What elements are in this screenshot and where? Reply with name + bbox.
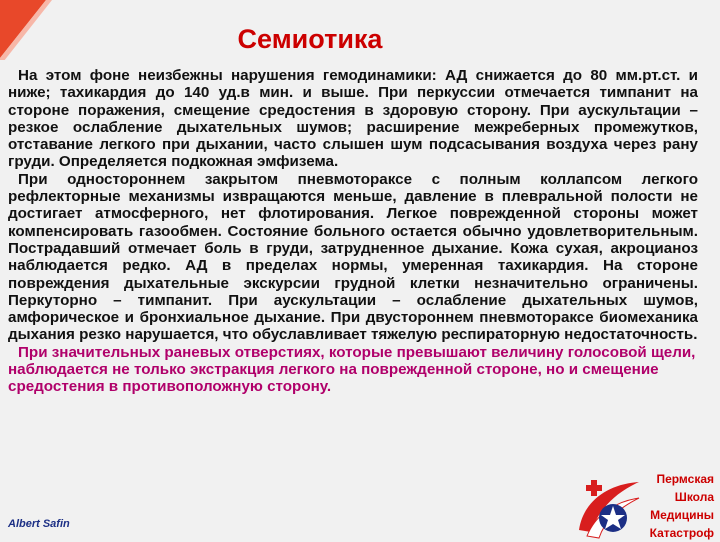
paragraph-2: При одностороннем закрытом пневмотораксе с полным коллапсом легкого рефлекторные механизмы извращаются меньше, давление в плевральной полости не достигает атмосферного, нет флотирования. Легкое поврежденной стороны может компенсировать газообмен. Состояние больного остается обычно удовлетворительным. Пострадавший отмечает боль в груди, затрудненное дыхание. Кожа сухая, акроцианоз наблюдается редко. АД в пределах нормы, умеренная тахикардия. На стороне повреждения дыхательные экскурсии грудной клетки незначительно ограничены. Перкуторно – тимпанит. При аускультации – ослабление дыхательных шумов, амфорическое и бронхиальное дыхание. При двустороннем пневмотораксе биомеханика дыхания резко нарушается, что обуславливает тяжелую респираторную недостаточность. — [8, 170, 698, 344]
author-name: Albert Safin — [8, 518, 70, 530]
org-line: Медицины — [650, 508, 714, 522]
paragraph-3: При значительных раневых отверстиях, которые превышают величину голосовой щели, наблюдается не только экстракция легкого на поврежденной стороне, но и смещение средостения в противоположную сторону. — [8, 343, 696, 396]
org-line: Катастроф — [649, 526, 714, 540]
org-line: Школа — [674, 490, 714, 504]
paragraph-1: На этом фоне неизбежны нарушения гемодинамики: АД снижается до 80 мм.рт.ст. и ниже; тахикардия до 140 уд.в мин. и выше. При перкуссии отмечается тимпанит на стороне поражения, смещение средостения в здоровую сторону. При аускультации – резкое ослабление дыхательных шумов; расширение межреберных промежутков, отставание легкого при дыхании, часто слышен шум подсасывания воздуха через рану груди. Определяется подкожная эмфизема. — [8, 67, 698, 171]
slide-body — [8, 67, 698, 396]
slide-title: Семиотика — [237, 24, 383, 54]
organization-name — [624, 470, 714, 542]
org-line: Пермская — [656, 472, 714, 486]
